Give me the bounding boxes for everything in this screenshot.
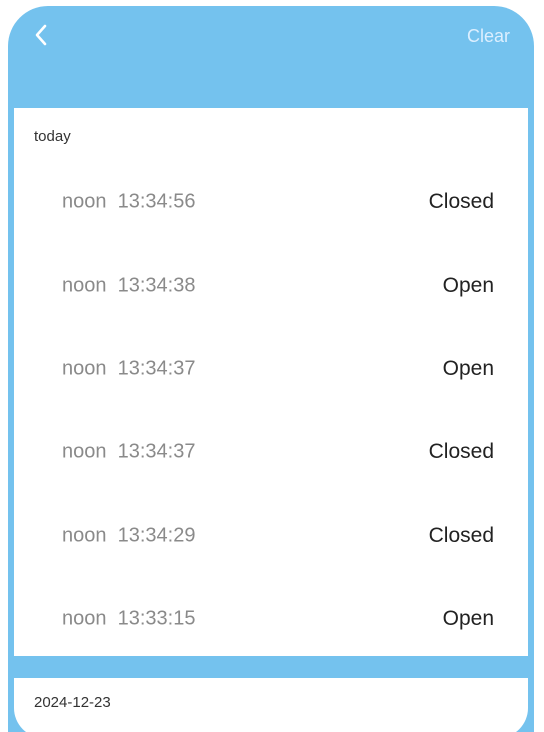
date-section <box>14 678 528 732</box>
back-button[interactable] <box>28 22 54 48</box>
record-time <box>62 607 195 630</box>
record-row[interactable] <box>14 327 528 410</box>
record-time <box>62 357 195 380</box>
record-period: noon <box>62 274 107 296</box>
record-clock: 13:34:37 <box>117 357 196 379</box>
header-bar <box>8 6 534 108</box>
record-time <box>62 440 195 463</box>
record-row[interactable] <box>14 160 528 243</box>
app-frame <box>8 6 534 732</box>
record-row[interactable] <box>14 494 528 577</box>
today-section <box>14 108 528 656</box>
record-period: noon <box>62 524 107 546</box>
record-status: Closed <box>428 439 494 463</box>
section-label-today: today <box>34 128 71 145</box>
record-time <box>62 524 195 547</box>
record-time <box>62 190 195 213</box>
record-status: Open <box>442 356 494 380</box>
record-status: Open <box>442 273 494 297</box>
record-clock: 13:34:56 <box>117 190 196 212</box>
chevron-left-icon <box>34 24 48 46</box>
record-time <box>62 274 195 297</box>
record-clock: 13:34:29 <box>117 524 196 546</box>
record-status: Closed <box>428 189 494 213</box>
record-clock: 13:34:37 <box>117 440 196 462</box>
record-period: noon <box>62 607 107 629</box>
record-row[interactable] <box>14 244 528 327</box>
record-period: noon <box>62 440 107 462</box>
record-status: Closed <box>428 523 494 547</box>
record-clock: 13:33:15 <box>117 607 196 629</box>
record-row[interactable] <box>14 410 528 493</box>
clear-button[interactable]: Clear <box>466 26 510 46</box>
record-period: noon <box>62 190 107 212</box>
record-row[interactable] <box>14 577 528 660</box>
section-label-date: 2024-12-23 <box>34 694 111 711</box>
record-period: noon <box>62 357 107 379</box>
record-clock: 13:34:38 <box>117 274 196 296</box>
record-status: Open <box>442 606 494 630</box>
